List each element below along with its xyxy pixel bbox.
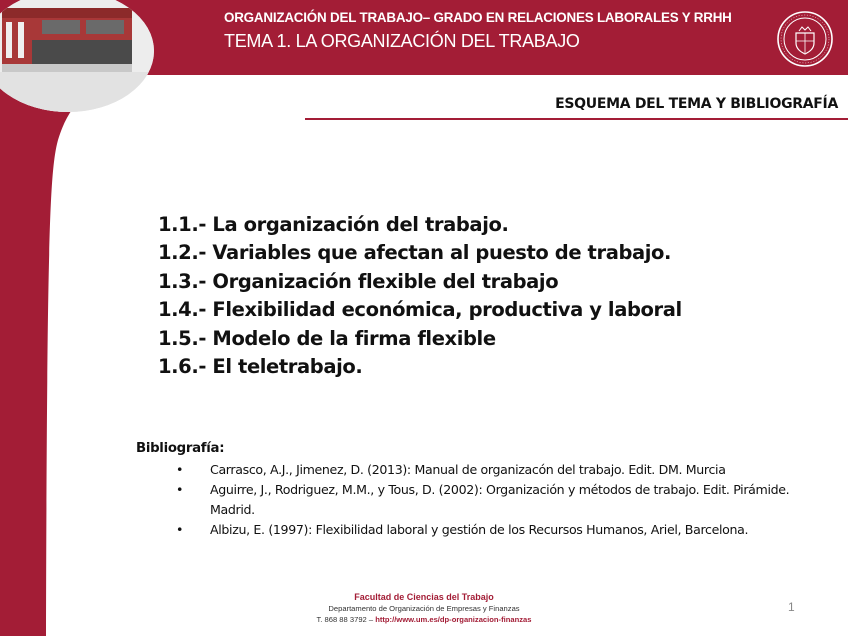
bullet-icon: • bbox=[176, 462, 184, 477]
course-title: ORGANIZACIÓN DEL TRABAJO– GRADO EN RELACIONES LABORALES Y RRHH bbox=[224, 10, 732, 25]
topic-item: 1.2.- Variables que afectan al puesto de trabajo. bbox=[158, 241, 672, 265]
bibliography-text: Albizu, E. (1997): Flexibilidad laboral y gestión de los Recursos Humanos, Ariel, Barcelona. bbox=[210, 522, 749, 537]
bibliography-item bbox=[176, 480, 816, 520]
topic-item: 1.6.- El teletrabajo. bbox=[158, 355, 363, 379]
footer-phone: T. 868 88 3792 – bbox=[316, 615, 374, 624]
topic-item: 1.5.- Modelo de la firma flexible bbox=[158, 326, 496, 350]
topic-item: 1.3.- Organización flexible del trabajo bbox=[158, 269, 559, 293]
bullet-icon: • bbox=[176, 482, 184, 497]
bibliography-text: Aguirre, J., Rodriguez, M.M., y Tous, D. (2002): Organización y métodos de trabajo. Edit. Pirámide. Madrid. bbox=[210, 482, 790, 517]
topic-item: 1.4.- Flexibilidad económica, productiva y laboral bbox=[158, 298, 682, 322]
building-photo bbox=[0, 0, 154, 112]
section-title: ESQUEMA DEL TEMA Y BIBLIOGRAFÍA bbox=[555, 96, 838, 112]
university-seal-icon bbox=[777, 11, 833, 67]
topic-title: TEMA 1. LA ORGANIZACIÓN DEL TRABAJO bbox=[224, 31, 580, 51]
bibliography-item bbox=[176, 520, 816, 540]
bullet-icon: • bbox=[176, 522, 184, 537]
bibliography-text: Carrasco, A.J., Jimenez, D. (2013): Manual de organizacón del trabajo. Edit. DM. Murcia bbox=[210, 462, 726, 477]
footer-url-link[interactable]: http://www.um.es/dp-organizacion-finanzas bbox=[375, 615, 532, 624]
page-number: 1 bbox=[788, 600, 795, 614]
footer bbox=[284, 592, 564, 625]
bibliography-list bbox=[176, 460, 816, 540]
footer-department: Departamento de Organización de Empresas y Finanzas bbox=[328, 604, 520, 613]
bibliography-item bbox=[176, 460, 816, 480]
footer-faculty: Facultad de Ciencias del Trabajo bbox=[354, 592, 494, 602]
footer-contact bbox=[284, 614, 564, 625]
section-divider bbox=[305, 118, 848, 120]
topic-item: 1.1.- La organización del trabajo. bbox=[158, 213, 509, 236]
bibliography-heading: Bibliografía: bbox=[136, 441, 225, 456]
topic-list bbox=[158, 211, 682, 381]
